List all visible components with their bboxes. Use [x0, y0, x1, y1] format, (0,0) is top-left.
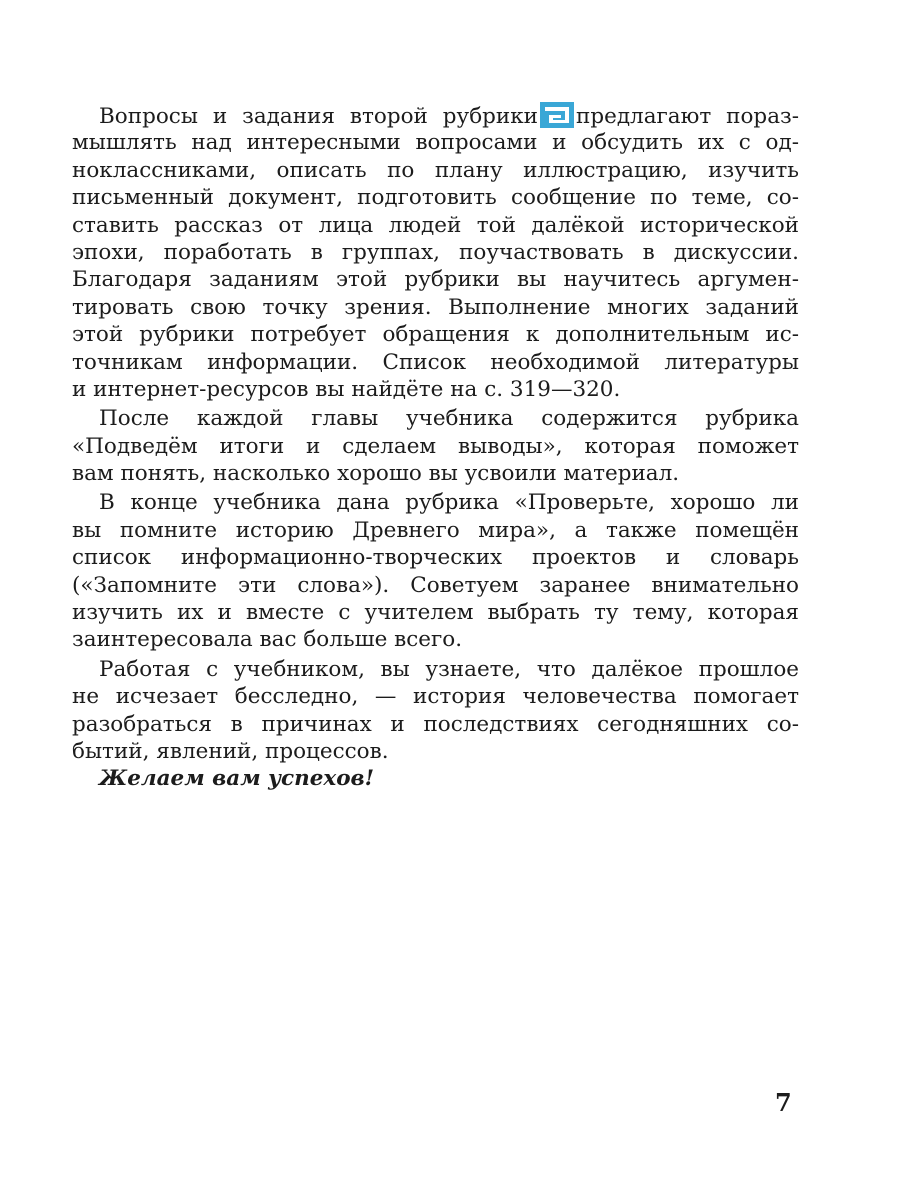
text-line: письменный документ, подготовить сообщение по теме, со-: [72, 185, 799, 211]
text-line: Работая с учебником, вы узнаете, что далёкое прошлое: [99, 656, 799, 682]
paragraph-4: [72, 656, 799, 766]
text-line: разобраться в причинах и последствиях сегодняшних со-: [72, 711, 799, 737]
main-text: [72, 102, 799, 793]
meander-rubric-icon: [540, 102, 574, 128]
text-line: заинтересовала вас больше всего.: [72, 627, 463, 653]
text-line: бытий, явлений, процессов.: [72, 738, 389, 764]
text-line: После каждой главы учебника содержится рубрика: [99, 406, 799, 432]
closing-line: Желаем вам успехов!: [99, 766, 375, 792]
text-line: В конце учебника дана рубрика «Проверьте, хорошо ли: [99, 490, 799, 516]
text-line: и интернет-ресурсов вы найдёте на с. 319—320.: [72, 376, 621, 402]
text-line: этой рубрики потребует обращения к дополнительным ис-: [72, 322, 799, 348]
text-line: тировать свою точку зрения. Выполнение многих заданий: [72, 294, 799, 320]
text-line: ноклассниками, описать по плану иллюстрацию, изучить: [72, 157, 799, 183]
text-line: не исчезает бесследно, — история человечества помогает: [72, 684, 799, 710]
text-line: эпохи, поработать в группах, поучаствовать в дискуссии.: [72, 239, 799, 265]
text-line: изучить их и вместе с учителем выбрать ту тему, которая: [72, 600, 799, 626]
text-line: вам понять, насколько хорошо вы усвоили материал.: [72, 461, 680, 487]
text-line: точникам информации. Список необходимой литературы: [72, 349, 799, 375]
text-line: («Запомните эти слова»). Советуем заранее внимательно: [72, 572, 799, 598]
text-line: «Подведём итоги и сделаем выводы», которая поможет: [72, 433, 799, 459]
closing-wish: [72, 765, 799, 792]
text-line: ставить рассказ от лица людей той далёкой исторической: [72, 212, 799, 238]
paragraph-2: [72, 405, 799, 487]
text-line: список информационно-творческих проектов и словарь: [72, 545, 799, 571]
paragraph-1: [72, 102, 799, 403]
page-number: 7: [775, 1088, 792, 1117]
text-line: Благодаря заданиям этой рубрики вы научитесь аргумен-: [72, 267, 799, 293]
text-line: вы помните историю Древнего мира», а также помещён: [72, 517, 799, 543]
text-line: Вопросы и задания второй рубрики предлагают пораз-: [99, 104, 799, 129]
paragraph-3: [72, 489, 799, 653]
text-line: мышлять над интересными вопросами и обсудить их с од-: [72, 130, 799, 156]
